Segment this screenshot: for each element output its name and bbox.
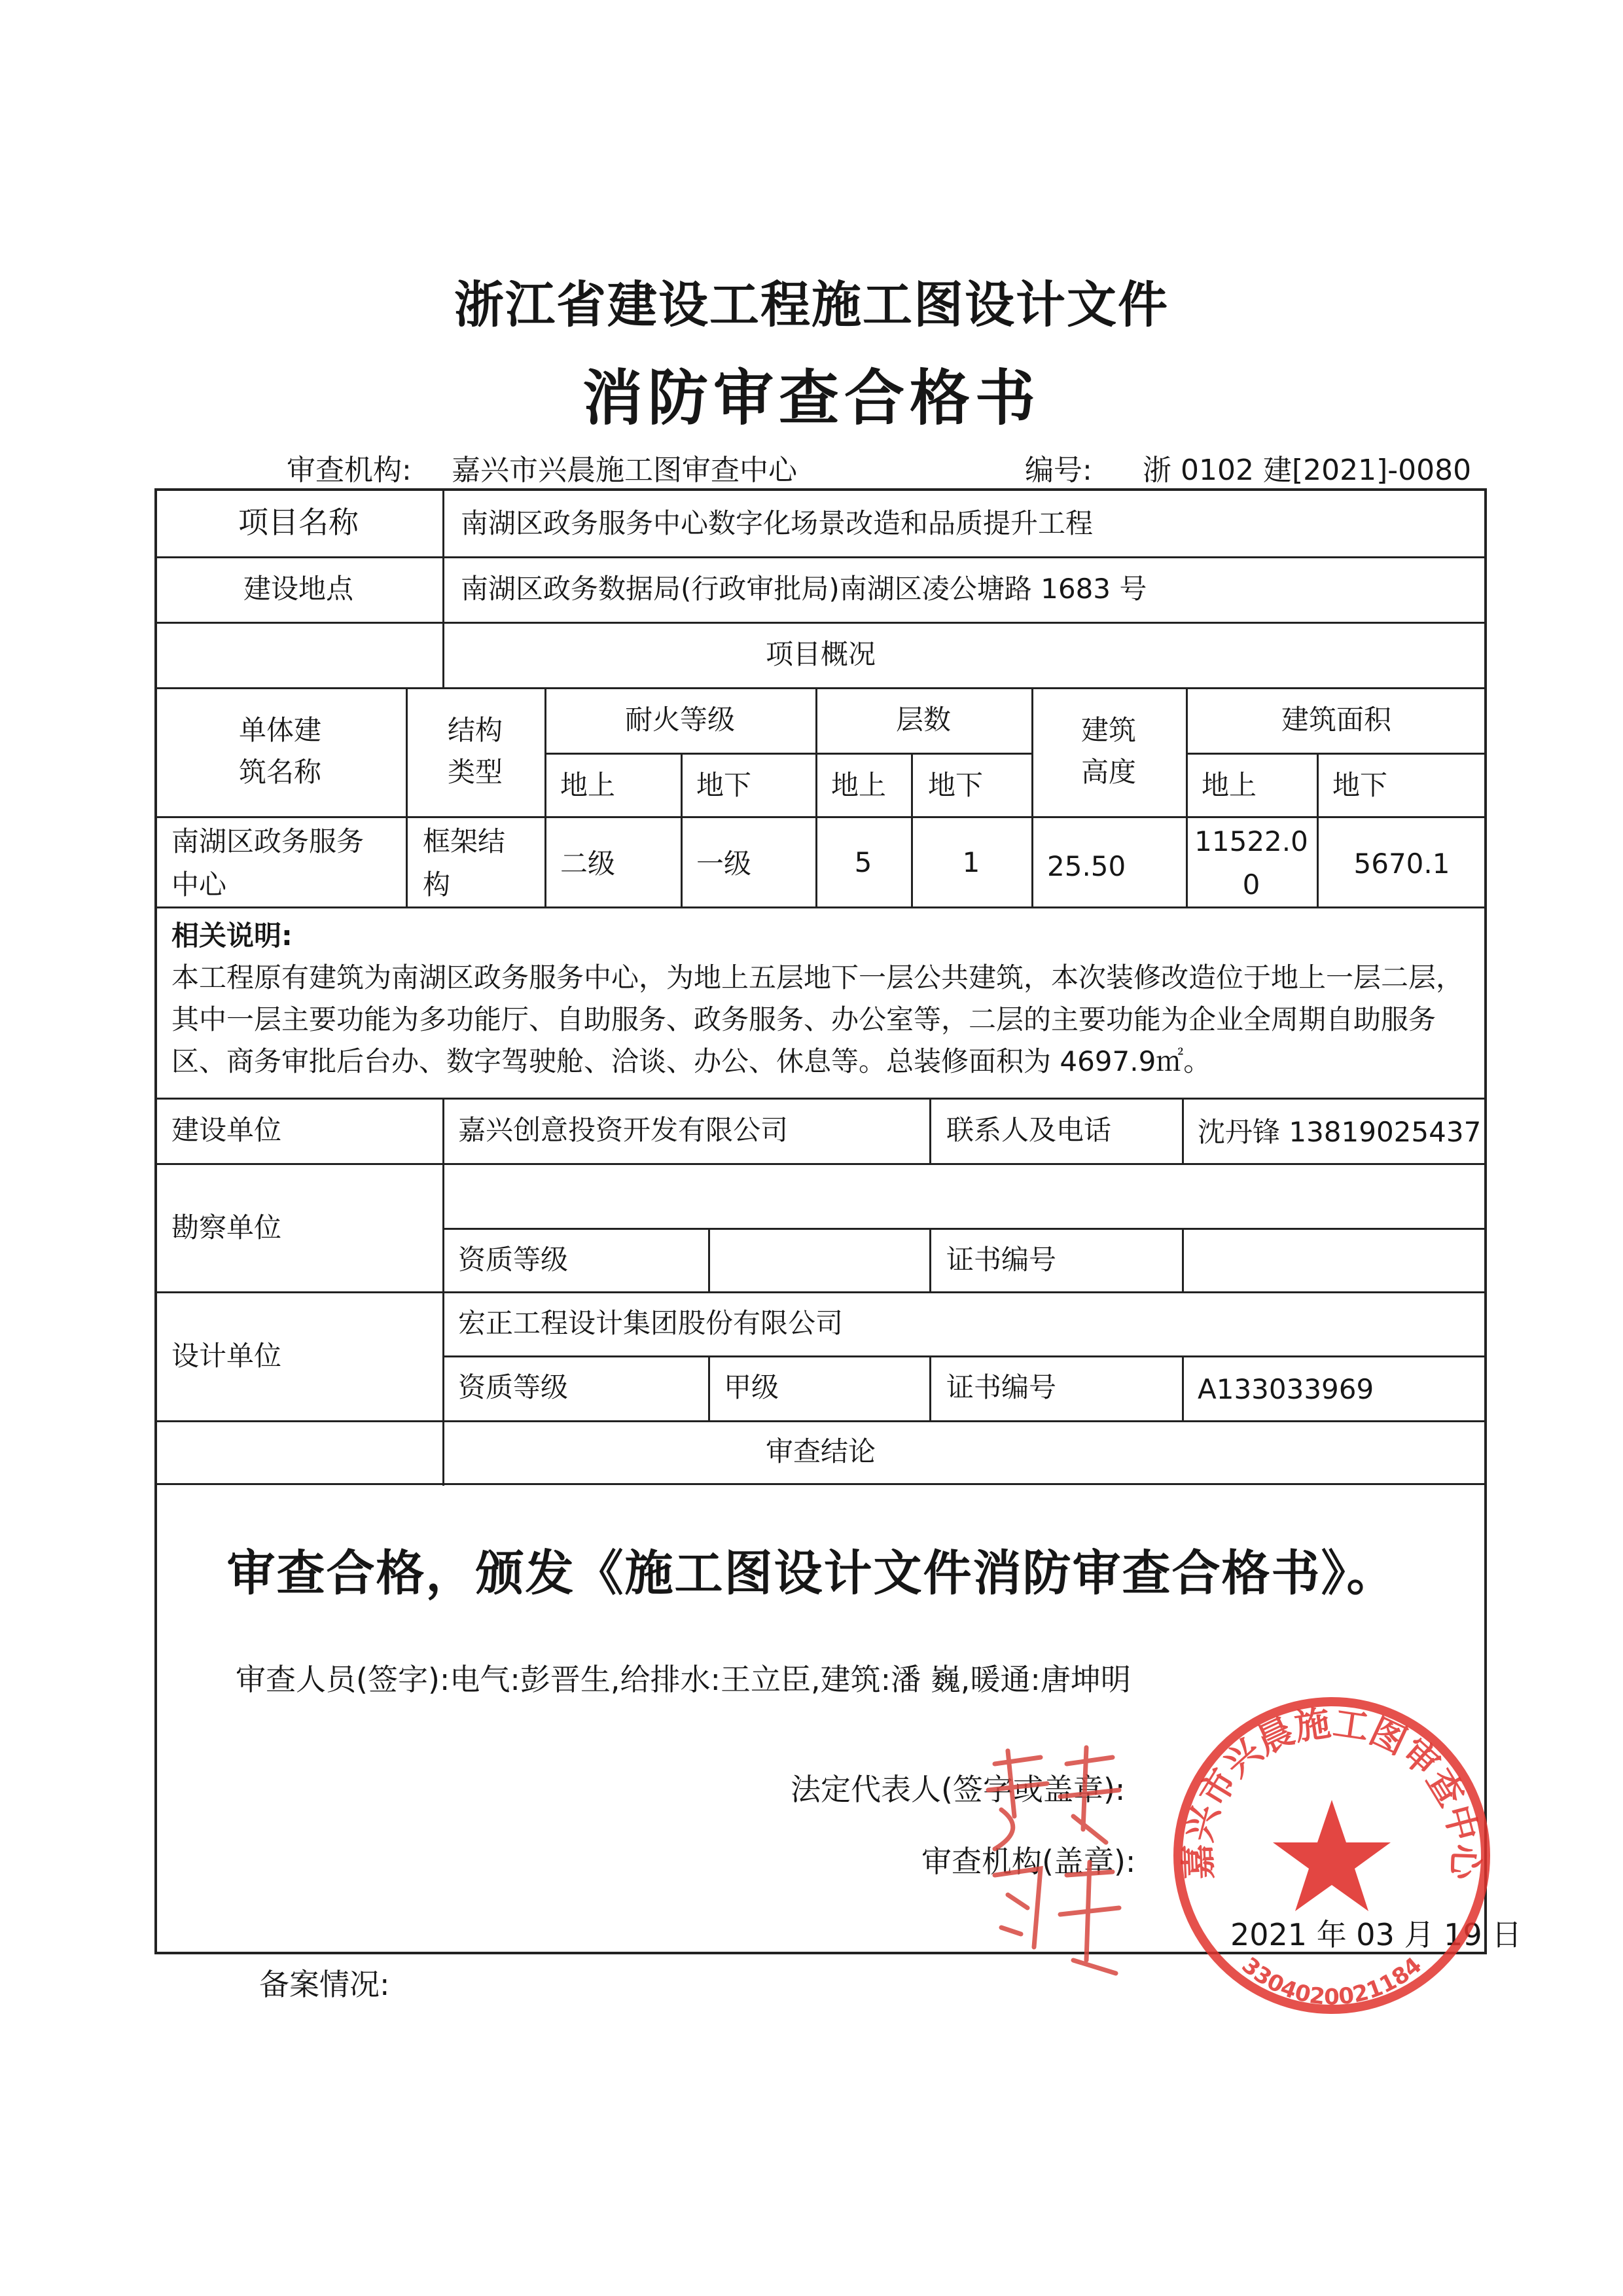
col-building-name: 单体建 xyxy=(238,714,321,746)
design-qualification-value: 甲级 xyxy=(724,1371,779,1403)
conclusion-label: 审查结论 xyxy=(765,1435,876,1467)
structure-cell: 框架结 xyxy=(423,825,506,857)
project-name-value: 南湖区政务服务中心数字化场景改造和品质提升工程 xyxy=(461,507,1094,539)
project-name-label: 项目名称 xyxy=(238,505,359,540)
floors-below-cell: 1 xyxy=(962,846,980,878)
area-above-header: 地上 xyxy=(1202,769,1257,801)
document-subtitle: 消防审查合格书 xyxy=(582,363,1041,433)
area-above-cell: 11522.0 xyxy=(1194,825,1308,857)
review-org-value: 嘉兴市兴晨施工图审查中心 xyxy=(452,454,797,487)
design-certificate-label: 证书编号 xyxy=(946,1371,1057,1403)
serial-number-label: 编号: xyxy=(1025,454,1092,487)
fire-below-cell: 一级 xyxy=(696,848,752,880)
col-floors: 层数 xyxy=(895,704,951,736)
build-unit-value: 嘉兴创意投资开发有限公司 xyxy=(458,1114,789,1146)
col-structure-2: 类型 xyxy=(447,756,503,788)
conclusion-text: 审查合格，颁发《施工图设计文件消防审查合格书》。 xyxy=(226,1545,1397,1602)
svg-text:3304020021184 xyxy=(1237,1952,1427,2011)
building-name-cell-2: 中心 xyxy=(171,869,227,901)
fire-below-header: 地下 xyxy=(696,769,752,801)
notes-text: 本工程原有建筑为南湖区政务服务中心，为地上五层地下一层公共建筑，本次装修改造位于地上一层二层，其中一层主要功能为多功能厅、自助服务、政务服务、办公室等，二层的主要功能为企业全周期自助服务区、商务审批后台办、数字驾驶舱、洽谈、办公、休息等。总装修面积为 4697.9㎡。 xyxy=(171,961,1464,1077)
col-fire-rating: 耐火等级 xyxy=(624,704,735,736)
survey-qualification-label: 资质等级 xyxy=(458,1244,569,1276)
col-floor-area: 建筑面积 xyxy=(1281,704,1391,736)
review-org-seal-line: 审查机构(盖章): xyxy=(921,1844,1136,1879)
design-qualification-label: 资质等级 xyxy=(458,1371,569,1403)
personal-seal-image xyxy=(969,1738,1132,1986)
fire-above-cell: 二级 xyxy=(560,848,616,880)
col-height: 建筑 xyxy=(1080,714,1136,746)
col-structure: 结构 xyxy=(447,714,503,746)
seal-text: 嘉兴市兴晨施工图审查中心 xyxy=(1177,1702,1486,1880)
notes-label: 相关说明: xyxy=(171,920,293,952)
design-unit-label: 设计单位 xyxy=(171,1340,282,1372)
fire-above-header: 地上 xyxy=(560,769,616,801)
area-above-cell-2: 0 xyxy=(1242,869,1260,901)
overview-title: 项目概况 xyxy=(765,638,876,670)
area-below-header: 地下 xyxy=(1332,769,1388,801)
contact-value: 沈丹锋 13819025437 xyxy=(1198,1116,1482,1148)
reviewers-line: 审查人员(签字):电气:彭晋生,给排水:王立臣,建筑:潘 巍,暖通:唐坤明 xyxy=(236,1662,1131,1697)
issue-date: 2021 年 03 月 19 日 xyxy=(1230,1917,1522,1952)
review-org-label: 审查机构: xyxy=(287,454,412,487)
seal-code: 3304020021184 xyxy=(1236,1952,1427,2011)
floors-above-header: 地上 xyxy=(831,769,887,801)
survey-unit-label: 勘察单位 xyxy=(171,1211,282,1244)
design-certificate-value: A133033969 xyxy=(1198,1373,1374,1405)
document-title: 浙江省建设工程施工图设计文件 xyxy=(454,276,1169,334)
legal-representative-line: 法定代表人(签字或盖章): xyxy=(791,1772,1126,1807)
col-height-2: 高度 xyxy=(1080,756,1136,788)
site-value: 南湖区政务数据局(行政审批局)南湖区凌公塘路 1683 号 xyxy=(461,573,1147,605)
build-unit-label: 建设单位 xyxy=(171,1114,282,1146)
official-seal-stamp xyxy=(1165,1689,1499,2022)
floors-below-header: 地下 xyxy=(928,769,984,801)
area-below-cell: 5670.1 xyxy=(1353,848,1450,880)
contact-label: 联系人及电话 xyxy=(946,1114,1112,1146)
site-label: 建设地点 xyxy=(243,573,353,605)
col-building-name-2: 筑名称 xyxy=(238,756,321,788)
design-unit-name: 宏正工程设计集团股份有限公司 xyxy=(458,1307,844,1339)
height-cell: 25.50 xyxy=(1047,850,1126,882)
survey-certificate-label: 证书编号 xyxy=(946,1244,1057,1276)
serial-number-value: 浙 0102 建[2021]-0080 xyxy=(1143,454,1472,487)
floors-above-cell: 5 xyxy=(854,846,872,878)
notes-block xyxy=(171,915,1478,1083)
structure-cell-2: 构 xyxy=(423,869,451,901)
filing-label: 备案情况: xyxy=(259,1967,390,2002)
building-name-cell: 南湖区政务服务 xyxy=(171,825,365,857)
